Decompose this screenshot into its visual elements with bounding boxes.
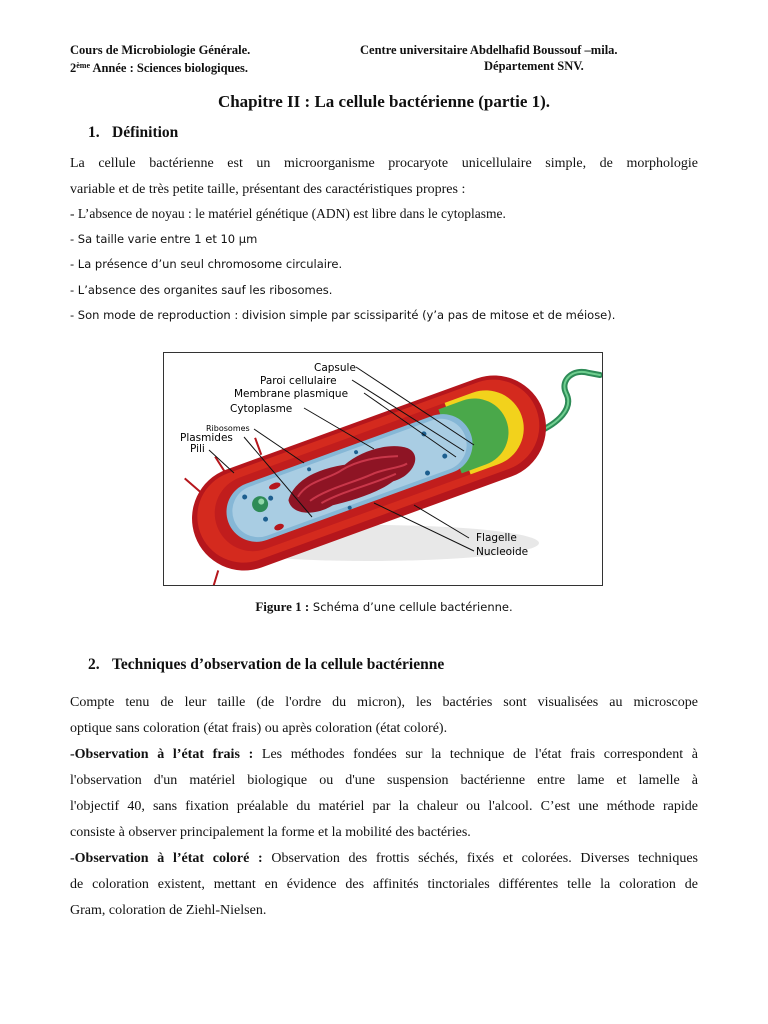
frais-label: -Observation à l’état frais : — [70, 747, 254, 762]
bacterial-cell-figure — [163, 352, 603, 586]
label-cytoplasme: Cytoplasme — [230, 403, 293, 415]
year-superscript: ème — [76, 61, 91, 70]
definition-line: La cellule bactérienne est un microorganisme procaryote unicellulaire simple, de morphologie — [70, 156, 698, 171]
colore-line: de coloration existent, mettant en évidence des affinités tinctoriales différentes telle la coloration de — [70, 877, 698, 892]
intro-line: Compte tenu de leur taille (de l'ordre du micron), les bactéries sont visualisées au microscope — [70, 695, 698, 710]
section-1-title: Définition — [112, 124, 179, 141]
frais-text: Les méthodes fondées sur la technique de l'état frais correspondent à — [253, 747, 698, 762]
list-item: - L’absence des organites sauf les ribosomes. — [70, 282, 333, 297]
frais-line: consiste à observer principalement la forme et la mobilité des bactéries. — [70, 825, 471, 840]
year-number: 2 — [70, 61, 77, 75]
colore-line — [70, 846, 698, 872]
year-rest: Année : Sciences biologiques. — [90, 61, 249, 75]
label-membrane: Membrane plasmique — [234, 388, 349, 400]
section-1-number: 1. — [88, 124, 100, 141]
caption-text: Schéma d’une cellule bactérienne. — [309, 600, 513, 614]
list-item: - L’absence de noyau : le matériel génétique (ADN) est libre dans le cytoplasme. — [70, 206, 506, 221]
section-2-title: Techniques d’observation de la cellule bactérienne — [112, 656, 445, 673]
department-name: Département SNV. — [484, 59, 584, 73]
figure-caption — [0, 599, 768, 615]
colore-line: Gram, coloration de Ziehl-Nielsen. — [70, 903, 267, 918]
caption-label: Figure 1 : — [255, 599, 310, 614]
observation-paragraph — [70, 690, 698, 924]
section-2-heading — [88, 656, 444, 674]
section-2-number: 2. — [88, 656, 100, 673]
list-item: - Son mode de reproduction : division simple par scissiparité (y’a pas de mitose et de méiose). — [70, 308, 616, 322]
frais-line: l'objectif 40, sans fixation préalable du matériel par la chaleur ou l'alcool. C’est une méthode rapide — [70, 799, 698, 814]
list-item: - Sa taille varie entre 1 et 10 µm — [70, 231, 258, 246]
label-capsule: Capsule — [314, 362, 356, 374]
definition-paragraph — [70, 151, 698, 203]
label-plasmides: Plasmides — [180, 432, 233, 444]
section-1-heading — [88, 124, 178, 142]
institution-name: Centre universitaire Abdelhafid Boussouf –mila. — [360, 43, 618, 57]
characteristics-list — [70, 201, 710, 329]
course-title: Cours de Microbiologie Générale. — [70, 43, 251, 57]
label-nucleoide: Nucleoide — [476, 546, 529, 558]
colore-text: Observation des frottis séchés, fixés et colorées. Diverses techniques — [262, 851, 698, 866]
intro-line: optique sans coloration (état frais) ou après coloration (état coloré). — [70, 721, 448, 736]
label-flagelle: Flagelle — [476, 532, 517, 544]
frais-line: l'observation d'un matériel biologique ou d'une suspension bactérienne entre lame et lamelle à — [70, 773, 698, 788]
definition-line: variable et de très petite taille, présentant des caractéristiques propres : — [70, 182, 466, 197]
label-ribosomes: Ribosomes — [206, 424, 250, 433]
label-pili: Pili — [190, 443, 205, 455]
list-item: - La présence d’un seul chromosome circulaire. — [70, 257, 343, 271]
frais-line — [70, 742, 698, 768]
colore-label: -Observation à l’état coloré : — [70, 851, 263, 866]
label-paroi: Paroi cellulaire — [260, 375, 337, 387]
bacterial-cell-diagram — [164, 353, 602, 585]
chapter-title: Chapitre II : La cellule bactérienne (partie 1). — [217, 92, 551, 111]
course-year — [70, 58, 248, 76]
